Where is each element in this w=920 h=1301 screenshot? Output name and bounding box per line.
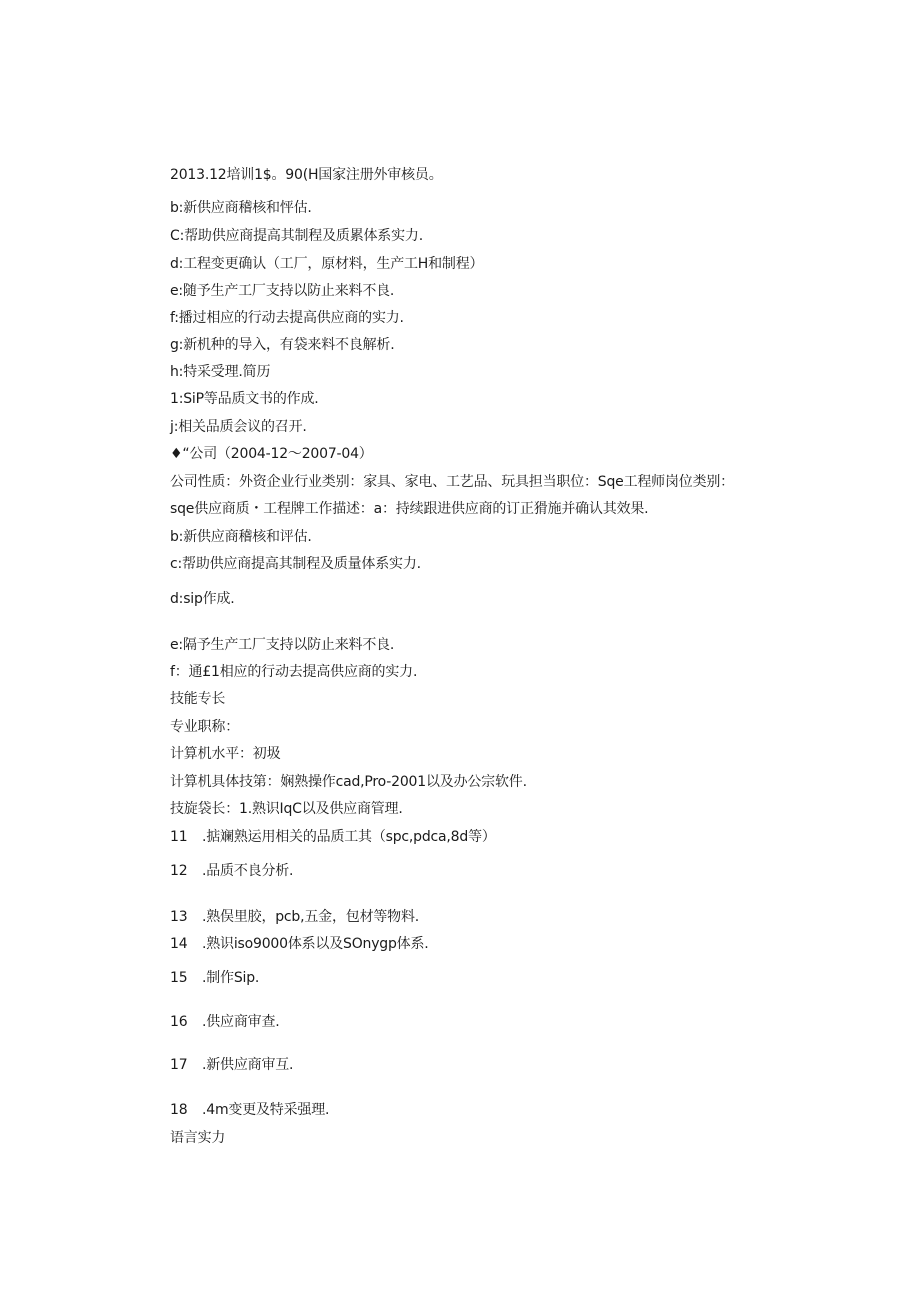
numbered-item <box>170 935 429 953</box>
item-number: 14 <box>170 936 188 952</box>
item-text: .熟识iso9000体系以及SOnygp体系. <box>202 936 429 952</box>
computer-skills: 计算机具体技第：娴熟操作cad,Pro-2001以及办公宗软件. <box>170 774 527 790</box>
item-text: .掂斓熟运用相关的品质工其（spc,pdca,8d等） <box>202 829 496 845</box>
item-number: 11 <box>170 829 188 845</box>
skills-heading: 技能专长 <box>170 691 226 707</box>
item-number: 16 <box>170 1014 188 1030</box>
item-number: 12 <box>170 863 188 879</box>
numbered-item <box>170 1101 329 1119</box>
duty-line-d: d:工程变更确认（工厂，原材料，生产工H和制程） <box>170 256 484 272</box>
duty2-line-f: f：通£1相应的行动去提高供应商的实力. <box>170 664 418 680</box>
item-number: 15 <box>170 970 188 986</box>
item-text: .新供应商审互. <box>202 1057 294 1073</box>
item-number: 13 <box>170 909 188 925</box>
duty-line-f: f:播过相应的行动去提高供应商的实力. <box>170 310 404 326</box>
item-text: .品质不良分析. <box>202 863 294 879</box>
duty-line-i: 1:SiP等品质文书的作成. <box>170 391 319 407</box>
item-number: 18 <box>170 1102 188 1118</box>
duty2-line-c: c:帮助供应商提高其制程及质量体系实力. <box>170 556 421 572</box>
duty-line-g: g:新机种的导入，有袋来料不良解析. <box>170 337 395 353</box>
duty2-line-e: e:隔予生产工厂支持以防止来料不良. <box>170 637 395 653</box>
language-heading: 语言实力 <box>170 1130 226 1146</box>
duty-line-b: b:新供应商稽核和怦估. <box>170 200 312 216</box>
duty-line-h: h:特采受理.简历 <box>170 364 271 380</box>
professional-title: 专业职称： <box>170 719 239 735</box>
numbered-item <box>170 969 259 987</box>
item-number: 17 <box>170 1057 188 1073</box>
duty2-line-b: b:新供应商稽核和评估. <box>170 529 312 545</box>
item-text: .制作Sip. <box>202 970 260 986</box>
training-line: 2013.12培训1$。90(H国家注册外审核员。 <box>170 167 443 183</box>
item-text: .4m变更及特采强理. <box>202 1102 330 1118</box>
computer-level: 计算机水平：初圾 <box>170 746 281 762</box>
numbered-item <box>170 862 293 880</box>
item-text: .供应商审查. <box>202 1014 280 1030</box>
specialty-intro: 技旋袋长：1.熟识IqC以及供应商管理. <box>170 801 403 817</box>
item-text: .熟俣里胶，pcb,五金，包材等物料. <box>202 909 420 925</box>
numbered-item <box>170 908 419 926</box>
numbered-item <box>170 1056 293 1074</box>
numbered-item <box>170 1013 280 1031</box>
company-heading: ♦“公司（2004-12～2007-04） <box>170 446 373 462</box>
company-info: 公司性质：外资企业行业类别：家具、家电、工艺品、玩具担当职位：Sqe工程师岗位类别： <box>170 474 734 490</box>
duty-line-c: C:帮助供应商提高其制程及质累体系实力. <box>170 228 423 244</box>
duty-line-e: e:随予生产工厂支持以防止来料不良. <box>170 283 395 299</box>
job-description: sqe供应商质・工程牌工作描述：a：持续跟进供应商的订正猾施并确认其效果. <box>170 501 649 517</box>
numbered-item <box>170 828 496 846</box>
duty2-line-d: d:sip作成. <box>170 591 235 607</box>
duty-line-j: j:相关品质会议的召开. <box>170 419 307 435</box>
